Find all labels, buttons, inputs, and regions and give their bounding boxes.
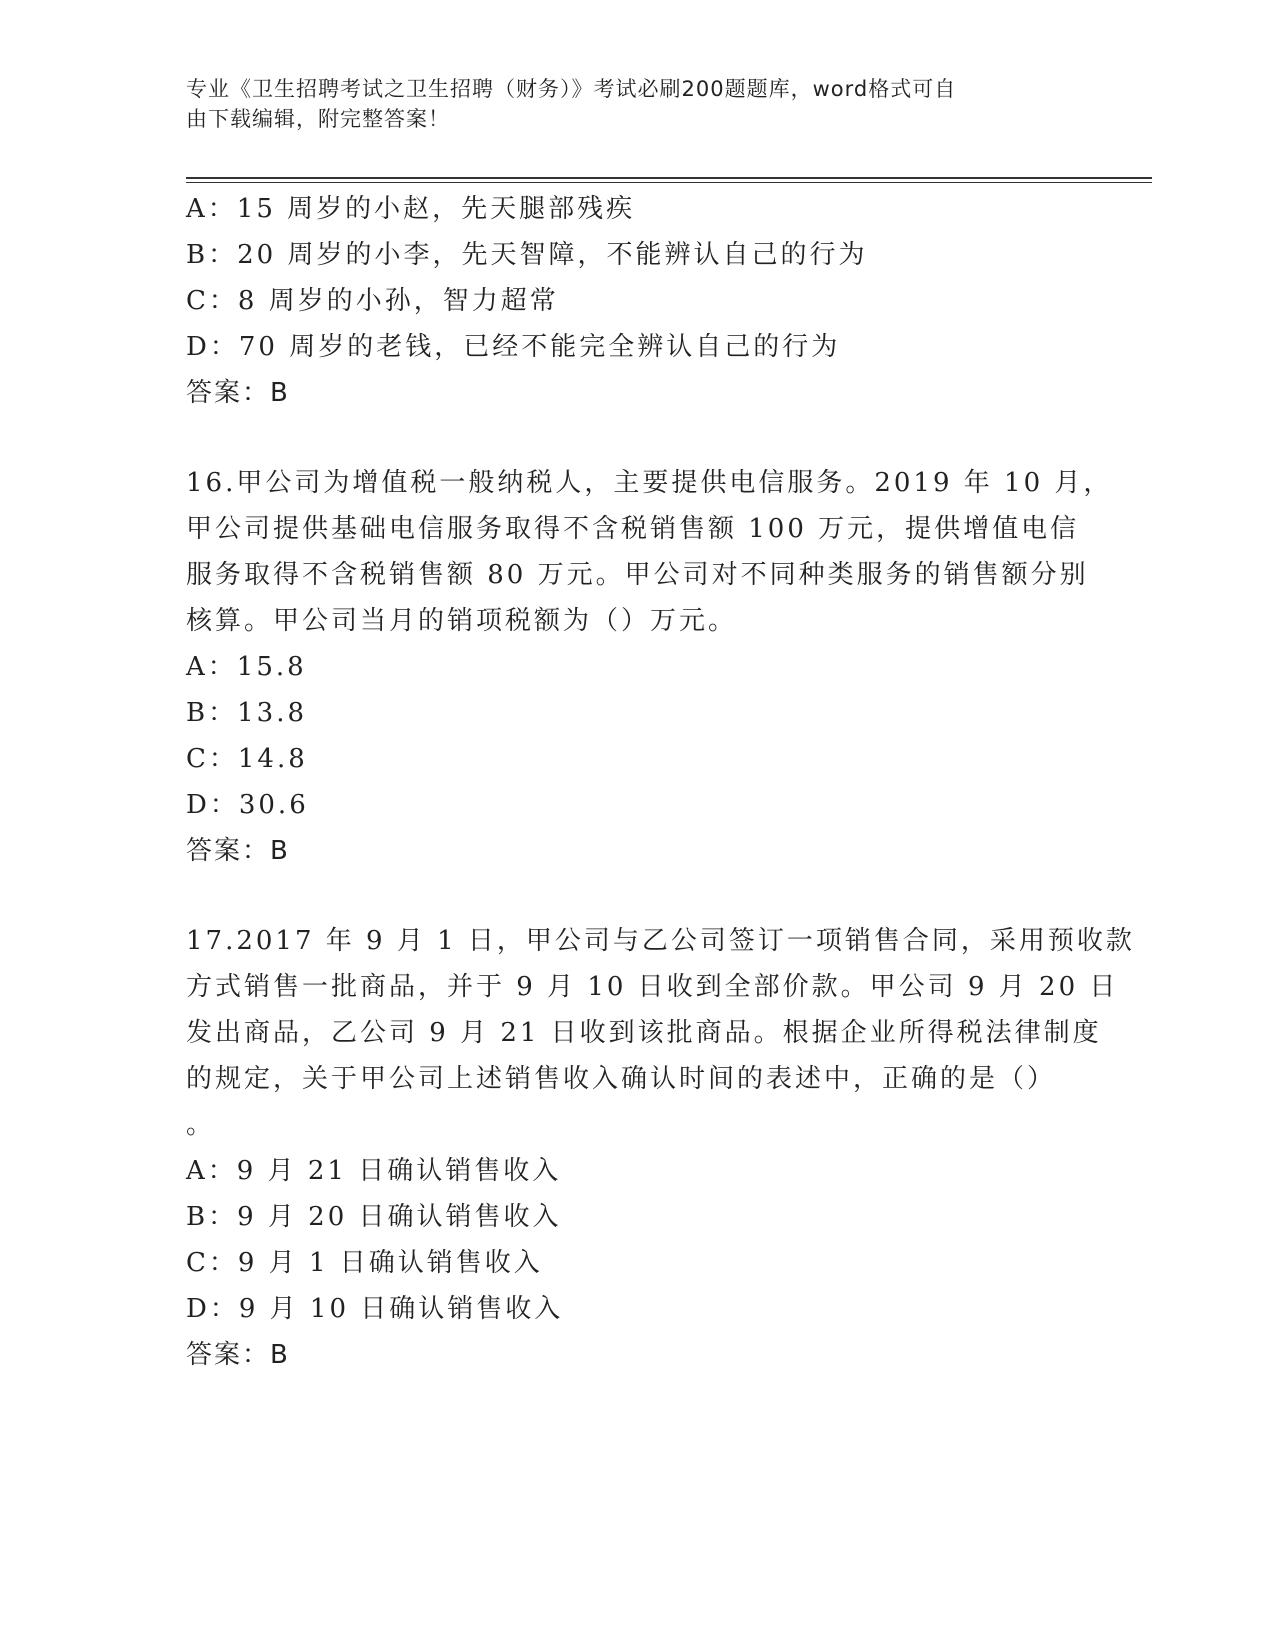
option-d: D：70 周岁的老钱，已经不能完全辨认自己的行为 [186, 332, 841, 362]
question-15 [186, 186, 1086, 416]
document-header [186, 74, 1066, 134]
question-stem-line: 服务取得不含税销售额 80 万元。甲公司对不同种类服务的销售额分别 [186, 560, 1089, 590]
question-spacer [186, 874, 1086, 918]
option-d: D：30.6 [186, 790, 309, 820]
option-b: B：9 月 20 日确认销售收入 [186, 1202, 562, 1232]
option-c: C：9 月 1 日确认销售收入 [186, 1248, 543, 1278]
answer-line: 答案：B [186, 378, 290, 408]
option-a: A：9 月 21 日确认销售收入 [186, 1156, 562, 1186]
header-divider-thin [186, 182, 1152, 183]
answer-line: 答案：B [186, 836, 290, 866]
header-divider-thick [186, 177, 1152, 179]
question-spacer [186, 416, 1086, 460]
answer-line: 答案：B [186, 1340, 290, 1370]
option-a: A：15.8 [186, 652, 307, 682]
question-17 [186, 918, 1135, 1378]
question-stem-line: 方式销售一批商品，并于 9 月 10 日收到全部价款。甲公司 9 月 20 日 [186, 972, 1119, 1002]
option-c: C：14.8 [186, 744, 308, 774]
header-line-2: 由下载编辑，附完整答案！ [186, 107, 450, 131]
question-stem-line: 。 [186, 1110, 216, 1140]
header-line-1: 专业《卫生招聘考试之卫生招聘（财务）》考试必刷200题题库，word格式可自 [186, 77, 957, 101]
option-b: B：20 周岁的小李，先天智障，不能辨认自己的行为 [186, 240, 868, 270]
option-b: B：13.8 [186, 698, 307, 728]
question-stem-line: 甲公司提供基础电信服务取得不含税销售额 100 万元，提供增值电信 [186, 514, 1080, 544]
question-stem-line: 17.2017 年 9 月 1 日，甲公司与乙公司签订一项销售合同，采用预收款 [186, 926, 1135, 956]
question-list [186, 186, 1135, 1378]
question-stem-line: 的规定，关于甲公司上述销售收入确认时间的表述中，正确的是（） [186, 1064, 1057, 1094]
question-16 [186, 460, 1113, 874]
question-stem-line: 16.甲公司为增值税一般纳税人，主要提供电信服务。2019 年 10 月， [186, 468, 1113, 498]
option-c: C：8 周岁的小孙，智力超常 [186, 286, 559, 316]
question-stem-line: 核算。甲公司当月的销项税额为（）万元。 [186, 606, 738, 636]
option-a: A：15 周岁的小赵，先天腿部残疾 [186, 194, 636, 224]
option-d: D：9 月 10 日确认销售收入 [186, 1294, 564, 1324]
question-stem-line: 发出商品，乙公司 9 月 21 日收到该批商品。根据企业所得税法律制度 [186, 1018, 1102, 1048]
